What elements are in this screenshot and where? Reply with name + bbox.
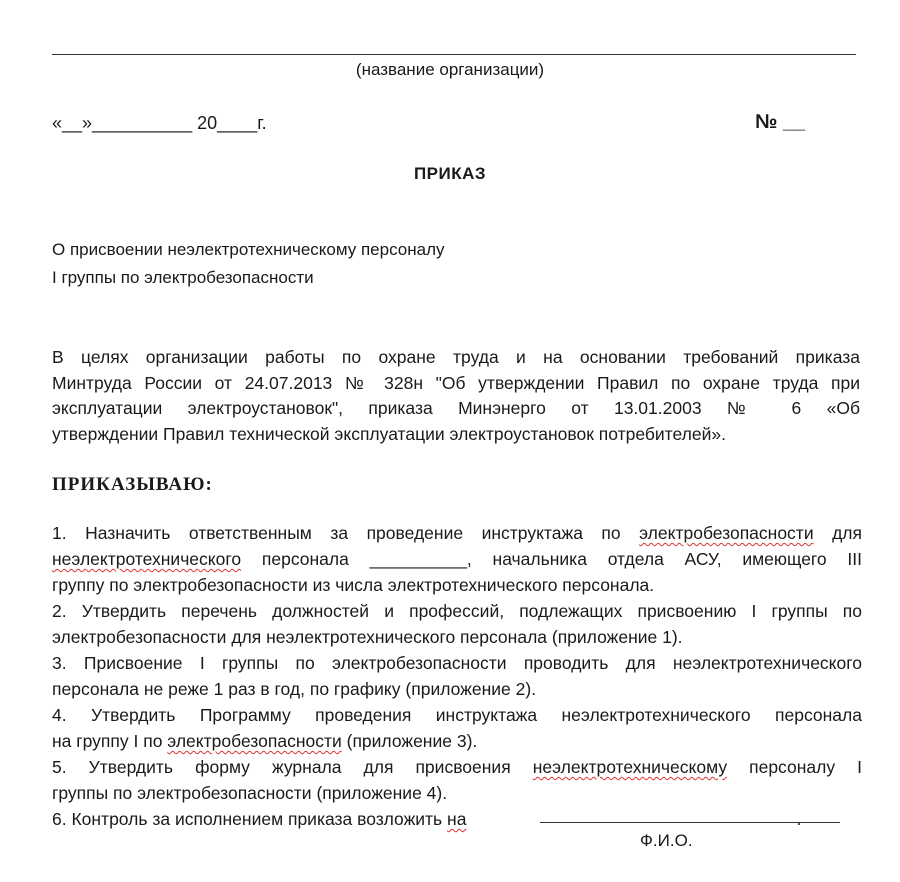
item-6-line-1: 6. Контроль за исполнением приказа возложить на . bbox=[52, 809, 802, 829]
date-field: «__»__________ 20____г. bbox=[52, 113, 267, 133]
item-4-line-1: 4. Утвердить Программу проведения инструктажа неэлектротехнического персонала bbox=[52, 705, 862, 725]
spellcheck-underlined-word: на bbox=[447, 809, 467, 829]
item-5-line-1: 5. Утвердить форму журнала для присвоения неэлектротехническому персоналу I bbox=[52, 757, 862, 777]
preamble-paragraph bbox=[52, 345, 860, 447]
item-1-line-3: группу по электробезопасности из числа электротехнического персонала. bbox=[52, 575, 655, 595]
order-items bbox=[52, 520, 862, 832]
preamble-line: Минтруда России от 24.07.2013 № 328н "Об утверждении Правил по охране труда при bbox=[52, 372, 860, 393]
preamble-line: В целях организации работы по охране труда и на основании требований приказа bbox=[52, 347, 860, 367]
subject-line-2: I группы по электробезопасности bbox=[52, 268, 314, 287]
item-2-line-2: электробезопасности для неэлектротехнического персонала (приложение 1). bbox=[52, 627, 683, 647]
document-title: ПРИКАЗ bbox=[413, 164, 487, 183]
document-number: № __ bbox=[755, 111, 806, 133]
spellcheck-underlined-word: неэлектротехнического bbox=[52, 549, 242, 569]
item-3-line-2: персонала не реже 1 раз в год, по графику (приложение 2). bbox=[52, 679, 537, 699]
item-1-line-1: 1. Назначить ответственным за проведение инструктажа по электробезопасности для bbox=[52, 523, 862, 543]
item-4-line-2: на группу I по электробезопасности (приложение 3). bbox=[52, 731, 478, 751]
item-5-line-2: группы по электробезопасности (приложение 4). bbox=[52, 783, 448, 803]
preamble-line: эксплуатации электроустановок", приказа Минэнерго от 13.01.2003 № 6 «Об bbox=[52, 398, 860, 418]
item-1-line-2: неэлектротехнического персонала __________, начальника отдела АСУ, имеющего III bbox=[52, 549, 862, 569]
preamble-line: утверждении Правил технической эксплуатации электроустановок потребителей». bbox=[52, 423, 726, 444]
fio-caption: Ф.И.О. bbox=[640, 831, 693, 850]
responsible-person-line bbox=[540, 822, 840, 823]
item-2-line-1: 2. Утвердить перечень должностей и профессий, подлежащих присвоению I группы по bbox=[52, 601, 862, 621]
subject-line-1: О присвоении неэлектротехническому персоналу bbox=[52, 240, 445, 259]
order-heading: ПРИКАЗЫВАЮ: bbox=[52, 474, 213, 495]
spellcheck-underlined-word: электробезопасности bbox=[639, 523, 814, 543]
organization-caption: (название организации) bbox=[355, 60, 545, 79]
organization-name-line bbox=[52, 54, 856, 55]
spellcheck-underlined-word: неэлектротехническому bbox=[532, 757, 728, 777]
item-3-line-1: 3. Присвоение I группы по электробезопасности проводить для неэлектротехнического bbox=[52, 653, 862, 673]
spellcheck-underlined-word: электробезопасности bbox=[167, 731, 342, 751]
